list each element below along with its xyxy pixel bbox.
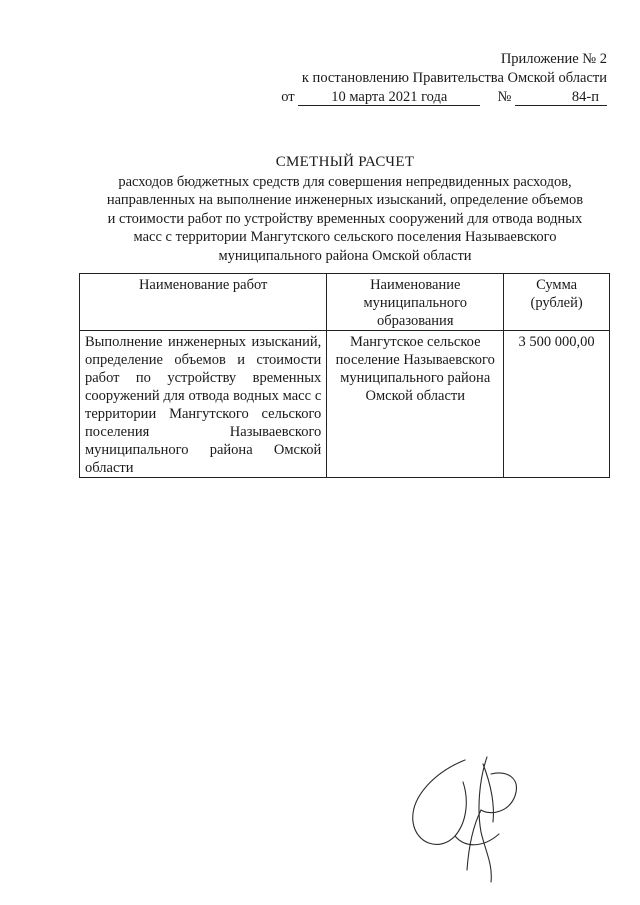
appendix-number: Приложение № 2 [500, 51, 607, 67]
from-label: от [281, 89, 295, 105]
cell-municipality: Мангутское сельское поселение Называевского муниципального района Омской области [327, 331, 504, 478]
subtitle-line: масс с территории Мангутского сельского поселения Называевского [133, 229, 557, 245]
header-municipality: Наименование муниципального образования [327, 274, 504, 331]
document-title: СМЕТНЫЙ РАСЧЕТ [275, 154, 415, 170]
subtitle-line: муниципального района Омской области [218, 247, 472, 264]
appendix-block [281, 50, 607, 107]
subtitle-line: направленных на выполнение инженерных изысканий, определение объемов [106, 192, 584, 208]
document-heading [70, 153, 620, 265]
resolution-date: 10 марта 2021 года [298, 90, 480, 106]
subtitle-line: и стоимости работ по устройству временных сооружений для отвода водных [107, 210, 583, 227]
appendix-date-line [281, 88, 607, 107]
table-header-row [80, 274, 610, 331]
subtitle-line: расходов бюджетных средств для совершения непредвиденных расходов, [118, 173, 572, 190]
number-label: № [497, 89, 512, 105]
estimate-table [79, 273, 610, 478]
cell-work: Выполнение инженерных изысканий, определение объемов и стоимости работ по устройству временных сооружений для отвода водных масс с территории Мангутского сельского поселения Называевского муниципального района Омской области [80, 331, 327, 478]
resolution-number: 84-п [515, 90, 607, 106]
header-sum: Сумма (рублей) [504, 274, 610, 331]
cell-sum: 3 500 000,00 [504, 331, 610, 478]
appendix-resolution: к постановлению Правительства Омской области [301, 70, 607, 86]
signature-icon [395, 752, 545, 892]
header-work: Наименование работ [80, 274, 327, 331]
table-row [80, 331, 610, 478]
